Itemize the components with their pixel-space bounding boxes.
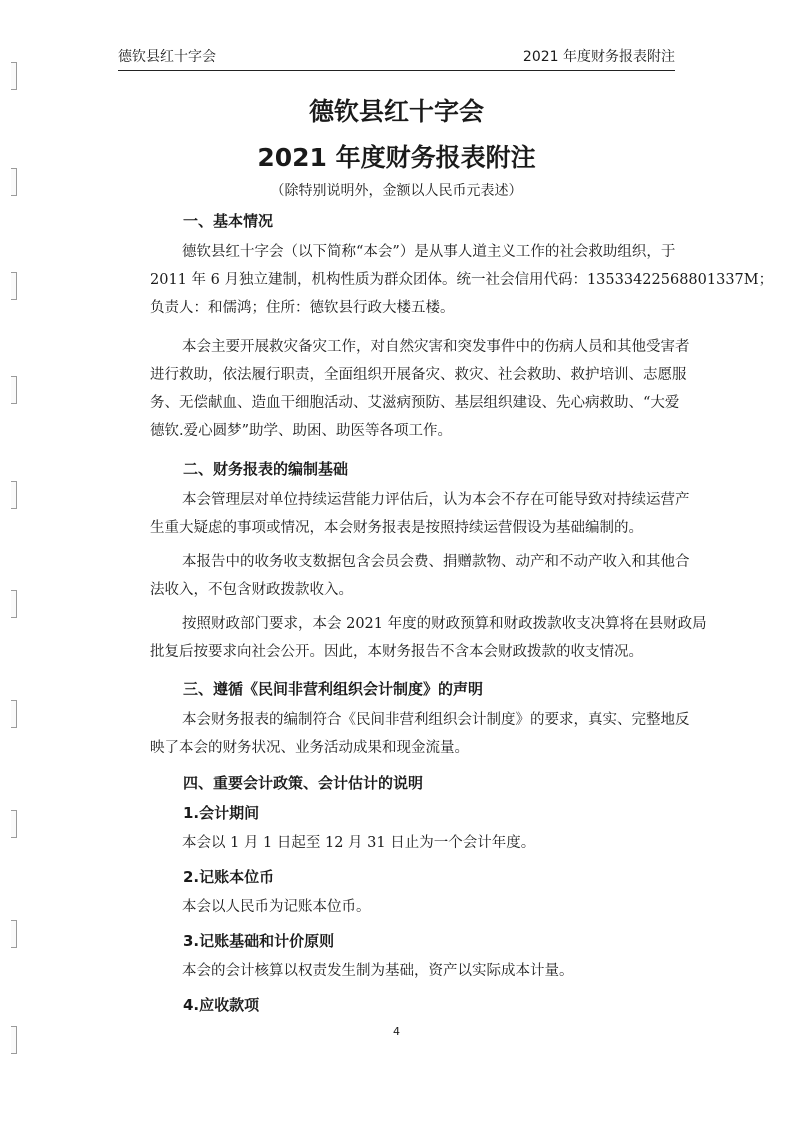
paragraph [150, 610, 707, 666]
subsection-heading: 4.应收款项 [183, 996, 260, 1014]
subsection-heading: 2.记账本位币 [183, 868, 275, 886]
paragraph [150, 957, 658, 985]
header-org: 德钦县红十字会 [118, 49, 216, 65]
text-line: 本会主要开展救灾备灾工作，对自然灾害和突发事件中的伤病人员和其他受害者 [182, 339, 690, 355]
text-line: 本会财务报表的编制符合《民间非营利组织会计制度》的要求，真实、完整地反 [182, 712, 690, 728]
text-line: 德钦县红十字会（以下简称“本会”）是从事人道主义工作的社会救助组织，于 [182, 244, 676, 260]
text-line: 映了本会的财务状况、业务活动成果和现金流量。 [150, 740, 469, 756]
doc-title: 2021 年度财务报表附注 [257, 143, 536, 172]
paragraph [150, 829, 658, 857]
text-line: 德钦.爱心圆梦”助学、助困、助医等各项工作。 [150, 423, 453, 439]
binding-hole [11, 810, 17, 838]
paragraph [150, 893, 658, 921]
binding-hole [11, 700, 17, 728]
text-line: 2011 年 6 月独立建制，机构性质为群众团体。统一社会信用代码：13533422568801337M； [150, 272, 774, 288]
paragraph [150, 238, 774, 322]
text-line: 本会以 1 月 1 日起至 12 月 31 日止为一个会计年度。 [182, 835, 536, 851]
text-line: 进行救助，依法履行职责，全面组织开展备灾、救灾、社会救助、救护培训、志愿服 [150, 367, 687, 383]
binding-hole [11, 62, 17, 90]
text-line: 生重大疑虑的事项或情况，本会财务报表是按照持续运营假设为基础编制的。 [150, 520, 643, 536]
section-heading-2: 二、财务报表的编制基础 [183, 460, 349, 478]
text-line: 务、无偿献血、造血干细胞活动、艾滋病预防、基层组织建设、先心病救助、“大爱 [150, 395, 680, 411]
paragraph [150, 486, 690, 542]
page-header [118, 48, 675, 71]
section-heading-4: 四、重要会计政策、会计估计的说明 [183, 774, 424, 792]
text-line: 本会管理层对单位持续运营能力评估后，认为本会不存在可能导致对持续运营产 [182, 492, 690, 508]
subsection-heading: 3.记账基础和计价原则 [183, 932, 335, 950]
text-line: 负责人：和儒鸿；住所：德钦县行政大楼五楼。 [150, 300, 455, 316]
doc-title-org: 德钦县红十字会 [308, 97, 484, 126]
binding-hole [11, 272, 17, 300]
section-heading-1: 一、基本情况 [183, 212, 274, 230]
paragraph [150, 548, 690, 604]
paragraph [150, 706, 690, 762]
doc-subtitle: （除特别说明外，金额以人民币元表述） [270, 183, 523, 199]
page-number: 4 [393, 1025, 400, 1038]
header-doc-title: 2021 年度财务报表附注 [522, 49, 675, 65]
section-heading-3: 三、遵循《民间非营利组织会计制度》的声明 [183, 680, 484, 698]
subsection-heading: 1.会计期间 [183, 804, 260, 822]
binding-hole [11, 481, 17, 509]
binding-hole [11, 920, 17, 948]
text-line: 法收入，不包含财政拨款收入。 [150, 582, 353, 598]
text-line: 本报告中的收务收支数据包含会员会费、捐赠款物、动产和不动产收入和其他合 [182, 554, 690, 570]
text-line: 本会的会计核算以权责发生制为基础，资产以实际成本计量。 [182, 963, 574, 979]
text-line: 本会以人民币为记账本位币。 [182, 899, 371, 915]
paragraph [150, 333, 690, 445]
text-line: 按照财政部门要求，本会 2021 年度的财政预算和财政拨款收支决算将在县财政局 [182, 616, 707, 632]
binding-hole [11, 376, 17, 404]
binding-hole [11, 590, 17, 618]
text-line: 批复后按要求向社会公开。因此，本财务报告不含本会财政拨款的收支情况。 [150, 644, 643, 660]
